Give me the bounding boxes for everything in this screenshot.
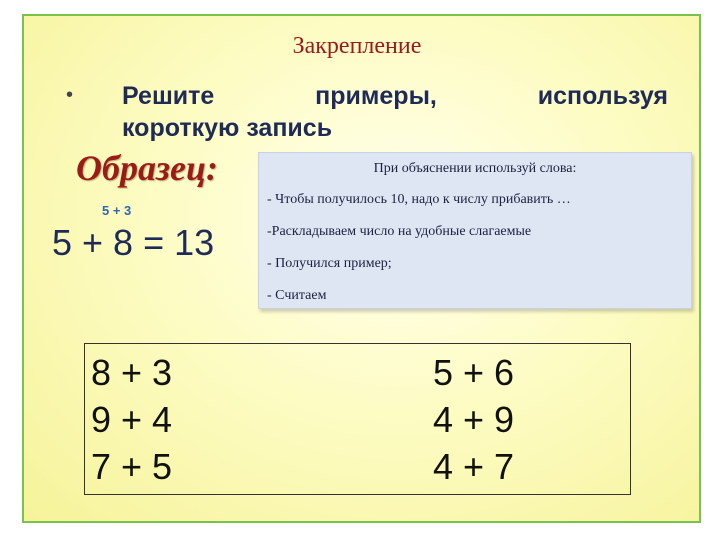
slide-title: Закрепление (292, 33, 422, 59)
bullet-icon: • (66, 84, 74, 106)
hint-line: - Считаем (267, 288, 327, 303)
task-line-2: короткую запись (122, 114, 333, 142)
exercise-item: 8 + 3 (91, 352, 173, 393)
exercise-item: 5 + 6 (433, 352, 515, 393)
exercise-item: 4 + 9 (433, 399, 515, 440)
exercise-box (84, 343, 631, 495)
task-line-1 (122, 82, 668, 111)
sample-hint: 5 + 3 (102, 203, 132, 218)
task-word: примеры, (315, 82, 437, 110)
hint-line: - Чтобы получилось 10, надо к числу прибавить … (267, 192, 571, 207)
hint-box (258, 152, 692, 309)
task-word: Решите (122, 82, 215, 110)
hint-line: - Получился пример; (267, 256, 392, 271)
sample-equation: 5 + 8 = 13 (52, 222, 215, 263)
hint-box-title: При объяснении используй слова: (373, 161, 577, 176)
exercise-item: 9 + 4 (91, 399, 173, 440)
exercise-item: 4 + 7 (433, 446, 515, 487)
task-word: используя (537, 82, 668, 110)
exercise-item: 7 + 5 (91, 446, 173, 487)
hint-line: -Раскладываем число на удобные слагаемые (267, 224, 532, 239)
sample-label: Образец: (76, 148, 218, 188)
